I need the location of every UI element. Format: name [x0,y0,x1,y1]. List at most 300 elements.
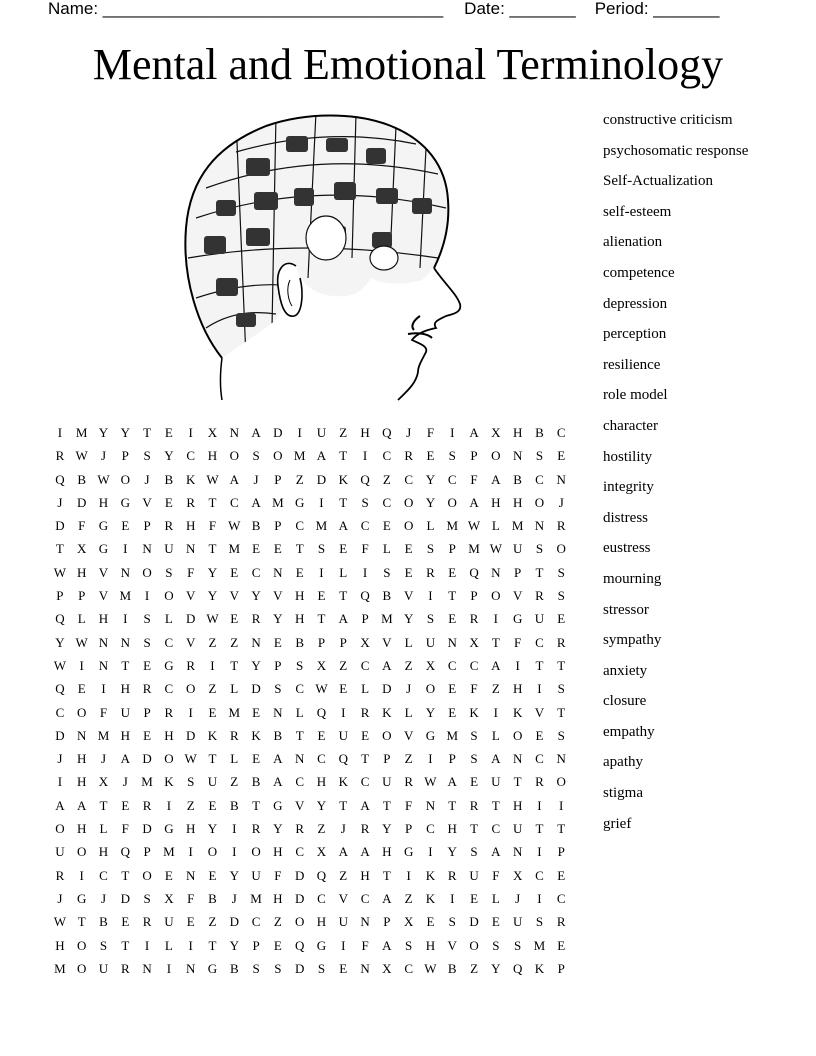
grid-letter[interactable]: Z [208,681,217,697]
grid-letter[interactable]: H [98,844,109,860]
grid-letter[interactable]: V [229,588,239,604]
grid-letter[interactable]: U [512,821,523,837]
grid-letter[interactable]: E [448,611,457,627]
grid-letter[interactable]: X [403,914,414,930]
grid-letter[interactable]: Y [229,867,239,883]
grid-letter[interactable]: E [470,774,479,790]
grid-letter[interactable]: E [143,657,152,673]
grid-letter[interactable]: C [317,751,326,767]
grid-letter[interactable]: D [142,821,152,837]
grid-letter[interactable]: Q [316,867,327,883]
grid-letter[interactable]: T [121,657,130,673]
grid-letter[interactable]: C [491,821,501,837]
grid-letter[interactable]: F [78,518,86,534]
grid-letter[interactable]: I [188,844,193,860]
grid-letter[interactable]: D [229,914,239,930]
grid-letter[interactable]: U [316,425,327,440]
grid-letter[interactable]: C [360,518,370,534]
grid-letter[interactable]: E [230,564,239,580]
grid-letter[interactable]: V [403,727,414,743]
grid-letter[interactable]: O [469,937,479,953]
grid-letter[interactable]: S [535,541,544,557]
grid-letter[interactable]: H [273,890,283,906]
grid-letter[interactable]: Q [120,844,130,860]
grid-letter[interactable]: S [514,937,522,953]
grid-letter[interactable]: R [556,518,566,534]
grid-letter[interactable]: S [383,564,391,580]
grid-letter[interactable]: T [448,588,457,604]
grid-letter[interactable]: F [274,867,282,883]
grid-letter[interactable]: Q [55,471,65,487]
grid-letter[interactable]: N [229,425,239,440]
grid-letter[interactable]: C [360,890,370,906]
grid-letter[interactable]: B [273,727,283,743]
grid-letter[interactable]: X [316,657,327,673]
grid-letter[interactable]: C [55,704,65,720]
grid-letter[interactable]: C [556,425,566,440]
grid-letter[interactable]: O [142,867,152,883]
grid-letter[interactable]: A [55,797,65,813]
grid-letter[interactable]: S [448,914,456,930]
grid-letter[interactable]: H [185,821,196,837]
grid-letter[interactable]: T [121,867,130,883]
grid-letter[interactable]: U [207,774,218,790]
grid-letter[interactable]: A [229,471,239,487]
grid-letter[interactable]: E [252,704,261,720]
grid-letter[interactable]: L [99,821,108,837]
grid-letter[interactable]: B [513,471,522,487]
grid-letter[interactable]: V [98,564,109,580]
grid-letter[interactable]: W [315,681,328,697]
grid-letter[interactable]: C [535,634,544,650]
grid-letter[interactable]: R [251,611,261,627]
grid-letter[interactable]: D [294,890,305,906]
grid-letter[interactable]: N [273,704,283,720]
grid-letter[interactable]: S [296,657,304,673]
grid-letter[interactable]: T [339,494,348,510]
grid-letter[interactable]: Y [55,634,65,650]
grid-letter[interactable]: N [534,518,545,534]
grid-letter[interactable]: Z [339,867,348,883]
grid-letter[interactable]: D [469,914,479,930]
grid-letter[interactable]: J [100,890,107,906]
grid-letter[interactable]: W [75,634,88,650]
grid-letter[interactable]: A [382,890,392,906]
grid-letter[interactable]: O [77,960,87,976]
grid-letter[interactable]: G [403,844,414,860]
grid-letter[interactable]: R [360,821,370,837]
grid-letter[interactable]: V [273,588,283,604]
grid-letter[interactable]: N [98,657,109,673]
period-field[interactable]: Period: _______ [594,0,720,18]
grid-letter[interactable]: F [514,634,522,650]
grid-letter[interactable]: I [450,890,455,906]
grid-letter[interactable]: H [120,727,130,743]
grid-letter[interactable]: A [338,844,348,860]
grid-letter[interactable]: K [534,960,545,976]
grid-letter[interactable]: C [295,844,304,860]
grid-letter[interactable]: L [382,541,391,557]
grid-letter[interactable]: R [164,704,174,720]
grid-letter[interactable]: T [77,914,86,930]
grid-letter[interactable]: M [163,844,175,860]
grid-letter[interactable]: A [360,844,370,860]
grid-letter[interactable]: S [143,634,151,650]
grid-letter[interactable]: G [98,541,109,557]
grid-letter[interactable]: H [360,867,370,883]
grid-letter[interactable]: A [382,657,392,673]
grid-letter[interactable]: O [491,588,501,604]
grid-letter[interactable]: R [142,797,152,813]
grid-letter[interactable]: M [75,425,88,440]
grid-letter[interactable]: V [338,890,348,906]
grid-letter[interactable]: A [491,751,501,767]
grid-letter[interactable]: E [164,867,173,883]
grid-letter[interactable]: Y [273,611,283,627]
grid-letter[interactable]: J [558,494,564,510]
grid-letter[interactable]: M [228,541,241,557]
grid-letter[interactable]: I [537,681,542,697]
grid-letter[interactable]: N [294,751,305,767]
grid-letter[interactable]: B [295,634,304,650]
grid-letter[interactable]: T [295,727,304,743]
grid-letter[interactable]: T [557,704,566,720]
grid-letter[interactable]: T [208,751,217,767]
grid-letter[interactable]: L [491,727,500,743]
grid-letter[interactable]: A [491,471,501,487]
grid-letter[interactable]: B [208,890,217,906]
grid-letter[interactable]: D [185,727,196,743]
grid-letter[interactable]: P [448,751,456,767]
grid-letter[interactable]: K [512,704,523,720]
grid-letter[interactable]: V [142,494,152,510]
grid-letter[interactable]: E [557,867,566,883]
grid-letter[interactable]: D [316,471,327,487]
grid-letter[interactable]: T [99,797,108,813]
grid-letter[interactable]: I [57,425,63,440]
grid-letter[interactable]: X [382,960,392,976]
grid-letter[interactable]: P [143,704,151,720]
grid-letter[interactable]: C [251,914,261,930]
grid-letter[interactable]: O [556,774,566,790]
grid-letter[interactable]: N [77,727,87,743]
grid-letter[interactable]: Z [404,751,413,767]
grid-letter[interactable]: F [361,541,369,557]
grid-letter[interactable]: Z [230,774,239,790]
grid-letter[interactable]: D [273,425,283,440]
grid-letter[interactable]: C [447,657,457,673]
grid-letter[interactable]: H [77,751,87,767]
grid-letter[interactable]: W [53,564,67,580]
grid-letter[interactable]: I [79,657,84,673]
grid-letter[interactable]: H [77,821,87,837]
grid-letter[interactable]: U [534,611,545,627]
grid-letter[interactable]: Y [273,821,283,837]
grid-letter[interactable]: P [317,634,326,650]
grid-letter[interactable]: D [294,960,305,976]
grid-letter[interactable]: O [77,844,87,860]
grid-letter[interactable]: P [252,937,260,953]
grid-letter[interactable]: P [143,844,151,860]
grid-letter[interactable]: R [404,774,413,790]
grid-letter[interactable]: A [338,518,348,534]
grid-letter[interactable]: N [512,751,523,767]
grid-letter[interactable]: I [493,704,498,720]
grid-letter[interactable]: F [99,704,108,720]
grid-letter[interactable]: A [360,797,370,813]
grid-letter[interactable]: S [470,727,478,743]
grid-letter[interactable]: Y [251,588,261,604]
grid-letter[interactable]: G [164,821,174,837]
grid-letter[interactable]: E [164,494,173,510]
grid-letter[interactable]: S [535,448,544,464]
grid-letter[interactable]: W [97,471,110,487]
grid-letter[interactable]: R [469,611,479,627]
grid-letter[interactable]: I [188,425,193,440]
grid-letter[interactable]: Q [512,960,523,976]
grid-letter[interactable]: C [535,471,544,487]
grid-letter[interactable]: F [121,821,129,837]
grid-letter[interactable]: R [55,448,65,464]
grid-letter[interactable]: C [469,657,479,673]
grid-letter[interactable]: E [535,727,544,743]
grid-letter[interactable]: S [274,960,282,976]
grid-letter[interactable]: B [77,471,87,487]
grid-letter[interactable]: E [77,681,86,697]
grid-letter[interactable]: B [535,425,544,440]
grid-letter[interactable]: N [360,914,370,930]
grid-letter[interactable]: I [319,564,324,580]
grid-letter[interactable]: V [403,588,414,604]
grid-letter[interactable]: I [57,774,63,790]
grid-letter[interactable]: E [339,681,348,697]
grid-letter[interactable]: M [119,588,132,604]
grid-letter[interactable]: H [164,727,174,743]
grid-letter[interactable]: E [361,727,370,743]
grid-letter[interactable]: T [121,937,130,953]
grid-letter[interactable]: I [515,657,520,673]
grid-letter[interactable]: V [447,937,457,953]
grid-letter[interactable]: I [101,681,106,697]
grid-letter[interactable]: I [166,797,172,813]
grid-letter[interactable]: U [425,634,436,650]
grid-letter[interactable]: I [210,657,215,673]
grid-letter[interactable]: T [448,797,457,813]
grid-letter[interactable]: W [489,541,502,557]
grid-letter[interactable]: Z [404,890,413,906]
grid-letter[interactable]: P [383,751,391,767]
grid-letter[interactable]: J [57,494,63,510]
grid-letter[interactable]: C [382,448,392,464]
grid-letter[interactable]: I [450,425,455,440]
grid-letter[interactable]: L [230,751,239,767]
grid-letter[interactable]: H [77,564,87,580]
grid-letter[interactable]: R [447,867,457,883]
grid-letter[interactable]: U [251,867,261,883]
grid-letter[interactable]: S [317,960,326,976]
grid-letter[interactable]: O [512,727,523,743]
grid-letter[interactable]: T [143,425,152,440]
grid-letter[interactable]: O [251,844,261,860]
grid-letter[interactable]: R [229,727,239,743]
grid-letter[interactable]: O [164,588,174,604]
grid-letter[interactable]: X [425,657,436,673]
grid-letter[interactable]: B [251,518,261,534]
grid-letter[interactable]: E [208,867,217,883]
grid-letter[interactable]: V [294,797,305,813]
grid-letter[interactable]: B [164,471,174,487]
grid-letter[interactable]: O [534,494,545,510]
grid-letter[interactable]: S [557,564,565,580]
grid-letter[interactable]: T [339,797,348,813]
grid-letter[interactable]: S [492,937,500,953]
grid-letter[interactable]: P [405,821,413,837]
grid-letter[interactable]: E [470,890,479,906]
grid-letter[interactable]: S [187,774,195,790]
grid-letter[interactable]: Q [338,751,348,767]
grid-letter[interactable]: H [294,588,305,604]
grid-letter[interactable]: O [556,541,566,557]
grid-letter[interactable]: K [185,471,196,487]
grid-letter[interactable]: E [121,518,130,534]
grid-letter[interactable]: E [295,564,304,580]
grid-letter[interactable]: R [55,867,65,883]
grid-letter[interactable]: L [361,681,370,697]
grid-letter[interactable]: G [77,890,87,906]
grid-letter[interactable]: H [425,937,436,953]
grid-letter[interactable]: I [537,844,542,860]
grid-letter[interactable]: M [141,774,153,790]
grid-letter[interactable]: B [229,960,239,976]
grid-letter[interactable]: H [273,844,283,860]
grid-letter[interactable]: H [447,821,457,837]
grid-letter[interactable]: C [404,471,413,487]
grid-letter[interactable]: N [491,564,501,580]
grid-letter[interactable]: P [339,634,347,650]
grid-letter[interactable]: S [317,541,326,557]
grid-letter[interactable]: Z [382,471,391,487]
grid-letter[interactable]: A [316,448,327,464]
grid-letter[interactable]: W [424,774,437,790]
grid-letter[interactable]: F [426,425,435,440]
date-field[interactable]: Date: _______ [464,0,576,18]
grid-letter[interactable]: L [77,611,86,627]
grid-letter[interactable]: L [404,634,413,650]
grid-letter[interactable]: H [512,797,523,813]
grid-letter[interactable]: A [251,425,261,440]
grid-letter[interactable]: Y [425,471,436,487]
grid-letter[interactable]: H [512,681,523,697]
grid-letter[interactable]: R [120,960,130,976]
grid-letter[interactable]: U [338,727,348,743]
grid-letter[interactable]: M [468,541,480,557]
grid-letter[interactable]: I [319,494,324,510]
grid-letter[interactable]: B [99,914,108,930]
grid-letter[interactable]: G [316,937,327,953]
grid-letter[interactable]: Q [360,588,370,604]
grid-letter[interactable]: H [316,914,327,930]
grid-letter[interactable]: X [164,890,174,906]
grid-letter[interactable]: W [184,751,197,767]
grid-letter[interactable]: J [144,471,150,487]
grid-letter[interactable]: I [559,797,564,813]
grid-letter[interactable]: P [470,588,478,604]
grid-letter[interactable]: N [556,751,566,767]
grid-letter[interactable]: Z [339,425,348,440]
grid-letter[interactable]: J [57,890,63,906]
grid-letter[interactable]: E [557,448,566,464]
grid-letter[interactable]: T [382,867,391,883]
grid-letter[interactable]: V [185,588,196,604]
grid-letter[interactable]: T [535,657,544,673]
grid-letter[interactable]: U [382,774,392,790]
grid-letter[interactable]: N [425,797,436,813]
grid-letter[interactable]: E [273,937,282,953]
grid-letter[interactable]: P [514,564,522,580]
grid-letter[interactable]: B [229,797,239,813]
grid-letter[interactable]: E [208,704,217,720]
grid-letter[interactable]: P [274,471,282,487]
grid-letter[interactable]: Y [229,937,239,953]
grid-letter[interactable]: Y [403,611,414,627]
grid-letter[interactable]: C [382,494,392,510]
grid-letter[interactable]: R [142,681,152,697]
grid-letter[interactable]: E [557,611,566,627]
grid-letter[interactable]: N [556,471,566,487]
grid-letter[interactable]: A [491,844,501,860]
grid-letter[interactable]: S [165,564,173,580]
grid-letter[interactable]: E [273,634,282,650]
grid-letter[interactable]: C [229,494,239,510]
grid-letter[interactable]: T [208,937,217,953]
grid-letter[interactable]: M [97,727,110,743]
grid-letter[interactable]: I [188,937,193,953]
grid-letter[interactable]: E [426,914,435,930]
grid-letter[interactable]: R [404,448,413,464]
grid-letter[interactable]: T [491,797,500,813]
grid-letter[interactable]: G [164,657,174,673]
grid-letter[interactable]: E [448,564,457,580]
grid-letter[interactable]: S [557,681,565,697]
grid-letter[interactable]: I [144,937,150,953]
grid-letter[interactable]: E [317,588,326,604]
grid-letter[interactable]: S [426,611,435,627]
grid-letter[interactable]: N [512,448,523,464]
grid-letter[interactable]: B [447,960,457,976]
grid-letter[interactable]: S [143,611,151,627]
grid-letter[interactable]: A [273,751,283,767]
grid-letter[interactable]: Z [317,821,326,837]
grid-letter[interactable]: N [360,960,370,976]
grid-letter[interactable]: D [251,681,261,697]
grid-letter[interactable]: M [54,960,66,976]
grid-letter[interactable]: N [120,634,130,650]
grid-letter[interactable]: Q [55,611,65,627]
grid-letter[interactable]: X [77,541,87,557]
grid-letter[interactable]: C [404,960,413,976]
grid-letter[interactable]: Z [295,471,304,487]
grid-letter[interactable]: L [426,518,435,534]
grid-letter[interactable]: H [185,518,196,534]
grid-letter[interactable]: M [381,611,393,627]
grid-letter[interactable]: N [142,541,152,557]
grid-letter[interactable]: G [207,960,218,976]
grid-letter[interactable]: N [512,844,523,860]
grid-letter[interactable]: U [512,541,523,557]
grid-letter[interactable]: T [208,494,217,510]
grid-letter[interactable]: Y [316,797,327,813]
grid-letter[interactable]: E [404,541,413,557]
